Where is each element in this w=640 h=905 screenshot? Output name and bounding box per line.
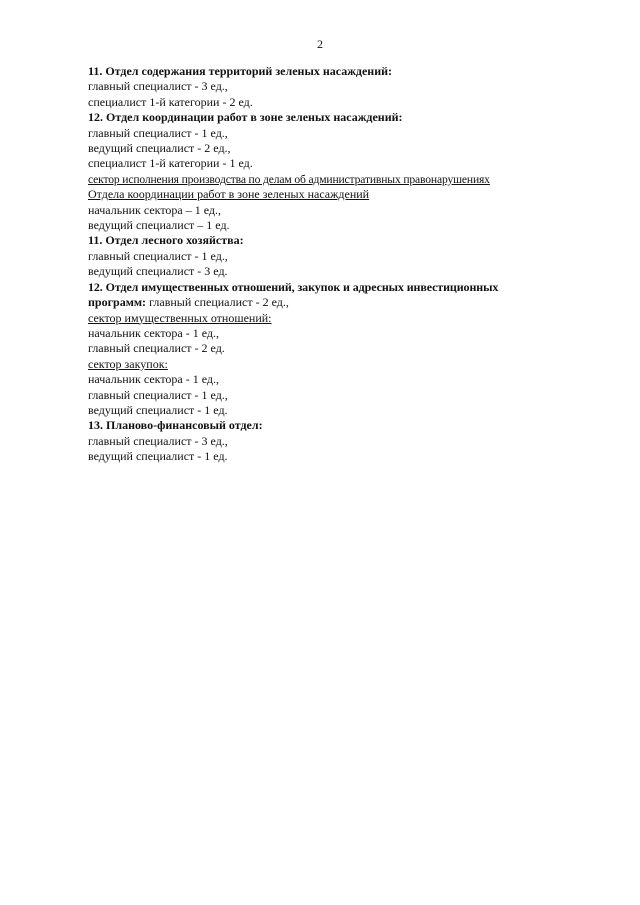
staff-line: главный специалист - 1 ед., <box>88 248 228 263</box>
staff-line: ведущий специалист - 1 ед. <box>88 402 228 417</box>
staff-line: специалист 1-й категории - 1 ед. <box>88 156 253 171</box>
staff-line: специалист 1-й категории - 2 ед. <box>88 94 253 109</box>
section-heading: 13. Планово-финансовый отдел: <box>88 418 263 433</box>
sector-title: сектор закупок: <box>88 356 168 371</box>
sector-property <box>88 311 558 357</box>
document-body <box>88 64 558 465</box>
section-planning-finance <box>88 418 558 464</box>
staff-line: главный специалист - 1 ед., <box>88 125 228 140</box>
sector-title: сектор имущественных отношений: <box>88 310 272 325</box>
staff-line: главный специалист - 2 ед., <box>146 295 289 310</box>
section-heading: 12. Отдел имущественных отношений, закупок и адресных инвестиционных <box>88 279 499 294</box>
section-green-maintenance <box>88 64 558 110</box>
staff-line: ведущий специалист - 2 ед., <box>88 141 231 156</box>
staff-line: ведущий специалист – 1 ед. <box>88 218 230 233</box>
subsection-title: сектор исполнения производства по делам об административных правонарушениях <box>88 172 490 186</box>
staff-line: главный специалист - 3 ед., <box>88 433 228 448</box>
subsection-admin-offenses <box>88 172 558 234</box>
staff-line: начальник сектора - 1 ед., <box>88 325 220 340</box>
staff-line: ведущий специалист - 1 ед. <box>88 449 228 464</box>
staff-line: начальник сектора - 1 ед., <box>88 372 220 387</box>
section-property-procurement <box>88 280 558 419</box>
staff-line: главный специалист - 1 ед., <box>88 387 228 402</box>
section-green-coordination <box>88 110 558 233</box>
staff-line: главный специалист - 3 ед., <box>88 79 228 94</box>
section-heading-bold-part: программ: <box>88 295 147 310</box>
staff-line: главный специалист - 2 ед. <box>88 341 225 356</box>
section-heading: 11. Отдел содержания территорий зеленых насаждений: <box>88 64 393 78</box>
staff-line: ведущий специалист - 3 ед. <box>88 264 228 279</box>
staff-line: начальник сектора – 1 ед., <box>88 202 222 217</box>
sector-procurement <box>88 357 558 419</box>
section-heading-continuation <box>88 295 558 310</box>
section-heading: 11. Отдел лесного хозяйства: <box>88 233 244 248</box>
subsection-title: Отдела координации работ в зоне зеленых насаждений <box>88 187 370 202</box>
section-forestry <box>88 233 558 279</box>
section-heading: 12. Отдел координации работ в зоне зеленых насаждений: <box>88 110 403 125</box>
page-number: 2 <box>317 37 323 51</box>
